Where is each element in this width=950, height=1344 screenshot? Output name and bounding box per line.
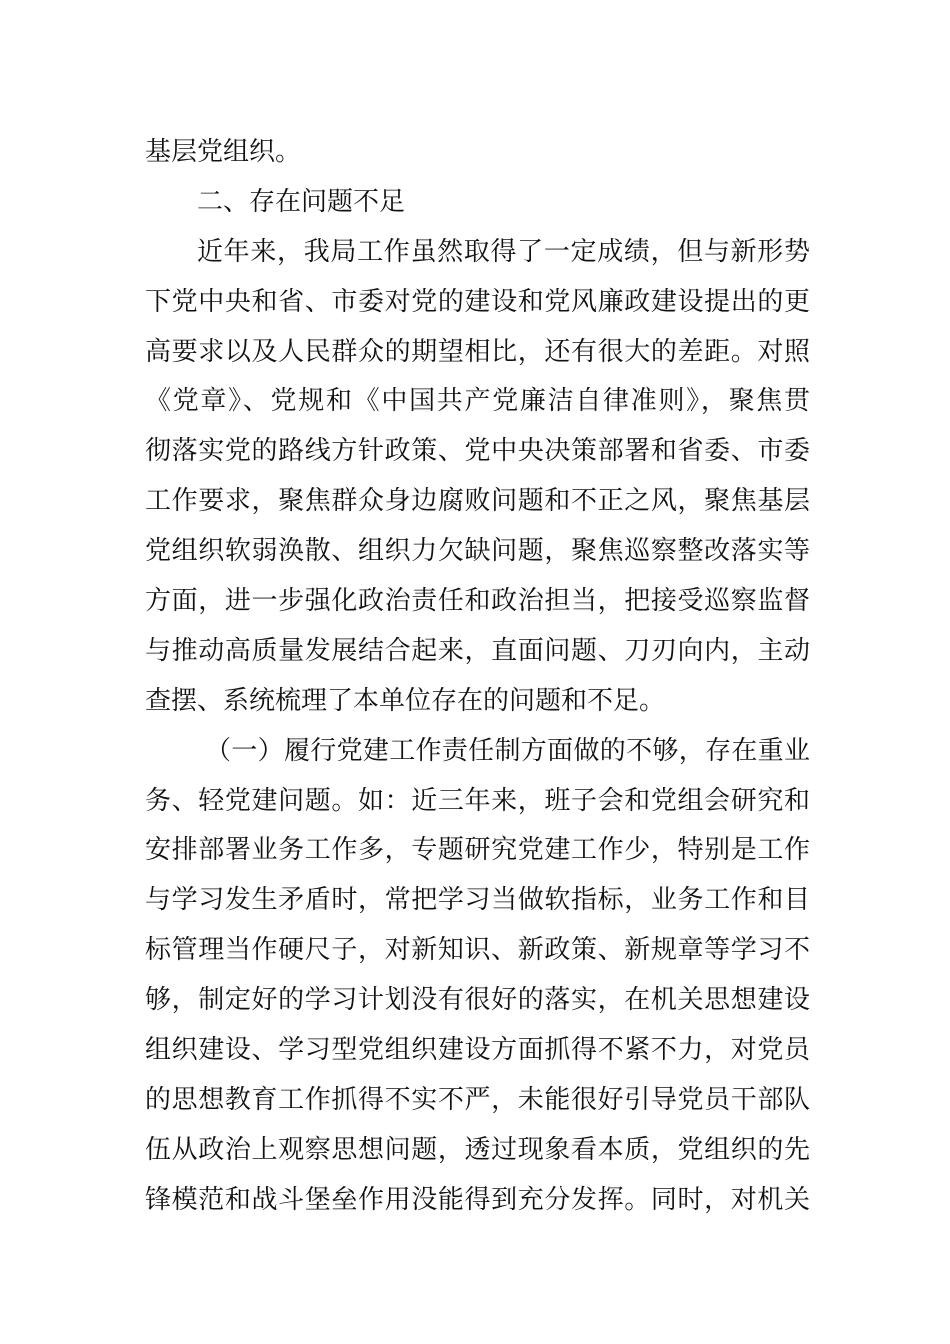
paragraph-line: 近年来，我局工作虽然取得了一定成绩，但与新形势 [197,236,810,267]
paragraph-line: 标管理当作硬尺子，对新知识、新政策、新规章等学习不 [145,935,810,966]
paragraph-line: 高要求以及人民群众的期望相比，还有很大的差距。对照 [145,336,810,367]
paragraph-line: 够，制定好的学习计划没有很好的落实，在机关思想建设 [145,985,810,1016]
paragraph-line: 锋模范和战斗堡垒作用没能得到充分发挥。同时，对机关 [145,1184,810,1215]
paragraph-line: 伍从政治上观察思想问题，透过现象看本质，党组织的先 [145,1134,810,1165]
paragraph-line: 党组织软弱涣散、组织力欠缺问题，聚焦巡察整改落实等 [145,536,810,567]
paragraph-line: 务、轻党建问题。如：近三年来，班子会和党组会研究和 [145,785,810,816]
paragraph-line: 彻落实党的路线方针政策、党中央决策部署和省委、市委 [145,436,810,467]
paragraph-line: 《党章》、党规和《中国共产党廉洁自律准则》，聚焦贯 [145,386,810,417]
paragraph-line: 安排部署业务工作多，专题研究党建工作少，特别是工作 [145,835,810,866]
paragraph-line: 下党中央和省、市委对党的建设和党风廉政建设提出的更 [145,286,810,317]
section-heading: 二、存在问题不足 [197,186,406,217]
paragraph-line: 查摆、系统梳理了本单位存在的问题和不足。 [145,685,666,716]
paragraph-line: 与推动高质量发展结合起来，直面问题、刀刃向内，主动 [145,635,810,666]
paragraph-line: 组织建设、学习型党组织建设方面抓得不紧不力，对党员 [145,1035,810,1066]
paragraph-continuation: 基层党组织。 [145,137,302,167]
paragraph-line: 方面，进一步强化政治责任和政治担当，把接受巡察监督 [145,586,810,617]
subsection-heading-line: （一）履行党建工作责任制方面做的不够，存在重业 [205,735,810,766]
paragraph-line: 的思想教育工作抓得不实不严，未能很好引导党员干部队 [145,1084,810,1115]
document-body [145,128,810,1226]
paragraph-line: 工作要求，聚焦群众身边腐败问题和不正之风，聚焦基层 [145,486,810,517]
paragraph-line: 与学习发生矛盾时，常把学习当做软指标，业务工作和目 [145,885,810,916]
